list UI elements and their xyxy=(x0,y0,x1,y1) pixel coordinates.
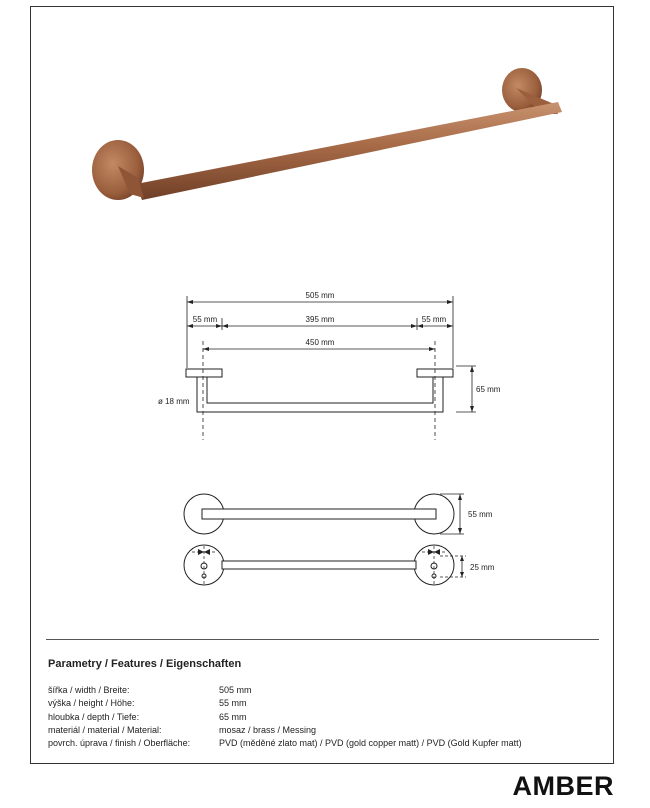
specs-title: Parametry / Features / Eigenschaften xyxy=(48,658,242,670)
dim-height: 65 mm xyxy=(476,385,501,394)
spec-label: materiál / material / Material: xyxy=(48,724,162,735)
dim-right-offset: 55 mm xyxy=(421,315,447,324)
dim-total-width: 505 mm xyxy=(305,291,335,300)
spec-value: 65 mm xyxy=(219,711,247,722)
spec-row-depth xyxy=(48,711,522,724)
spec-label: šířka / width / Breite: xyxy=(48,685,130,695)
spec-value: mosaz / brass / Messing xyxy=(219,724,317,735)
spec-label: hloubka / depth / Tiefe: xyxy=(48,711,140,722)
front-view xyxy=(186,369,453,412)
dim-rosette: 55 mm xyxy=(468,510,493,519)
mounting-view xyxy=(184,545,454,585)
spec-row-finish xyxy=(48,737,522,750)
dim-left-offset: 55 mm xyxy=(192,315,218,324)
brand-name: AMBER xyxy=(512,771,614,801)
section-divider xyxy=(46,639,599,640)
dim-rod-depth: 25 mm xyxy=(470,563,495,572)
dim-rod-length: 450 mm xyxy=(305,338,335,347)
spec-label: výška / height / Höhe: xyxy=(48,698,135,709)
top-view xyxy=(184,494,454,534)
spec-row-material xyxy=(48,724,522,737)
spec-value: PVD (měděné zlato mat) / PVD (gold copper matt) / PVD (Gold Kupfer matt) xyxy=(219,738,522,749)
spec-label: povrch. úprava / finish / Oberfläche: xyxy=(48,738,191,749)
spec-value: 505 mm xyxy=(219,685,252,695)
spec-row-width xyxy=(48,684,522,697)
dim-diameter: ø 18 mm xyxy=(158,397,190,406)
specs-table xyxy=(48,684,522,750)
spec-row-height xyxy=(48,697,522,710)
dim-mid-span: 395 mm xyxy=(305,315,335,324)
spec-value: 55 mm xyxy=(219,698,247,709)
